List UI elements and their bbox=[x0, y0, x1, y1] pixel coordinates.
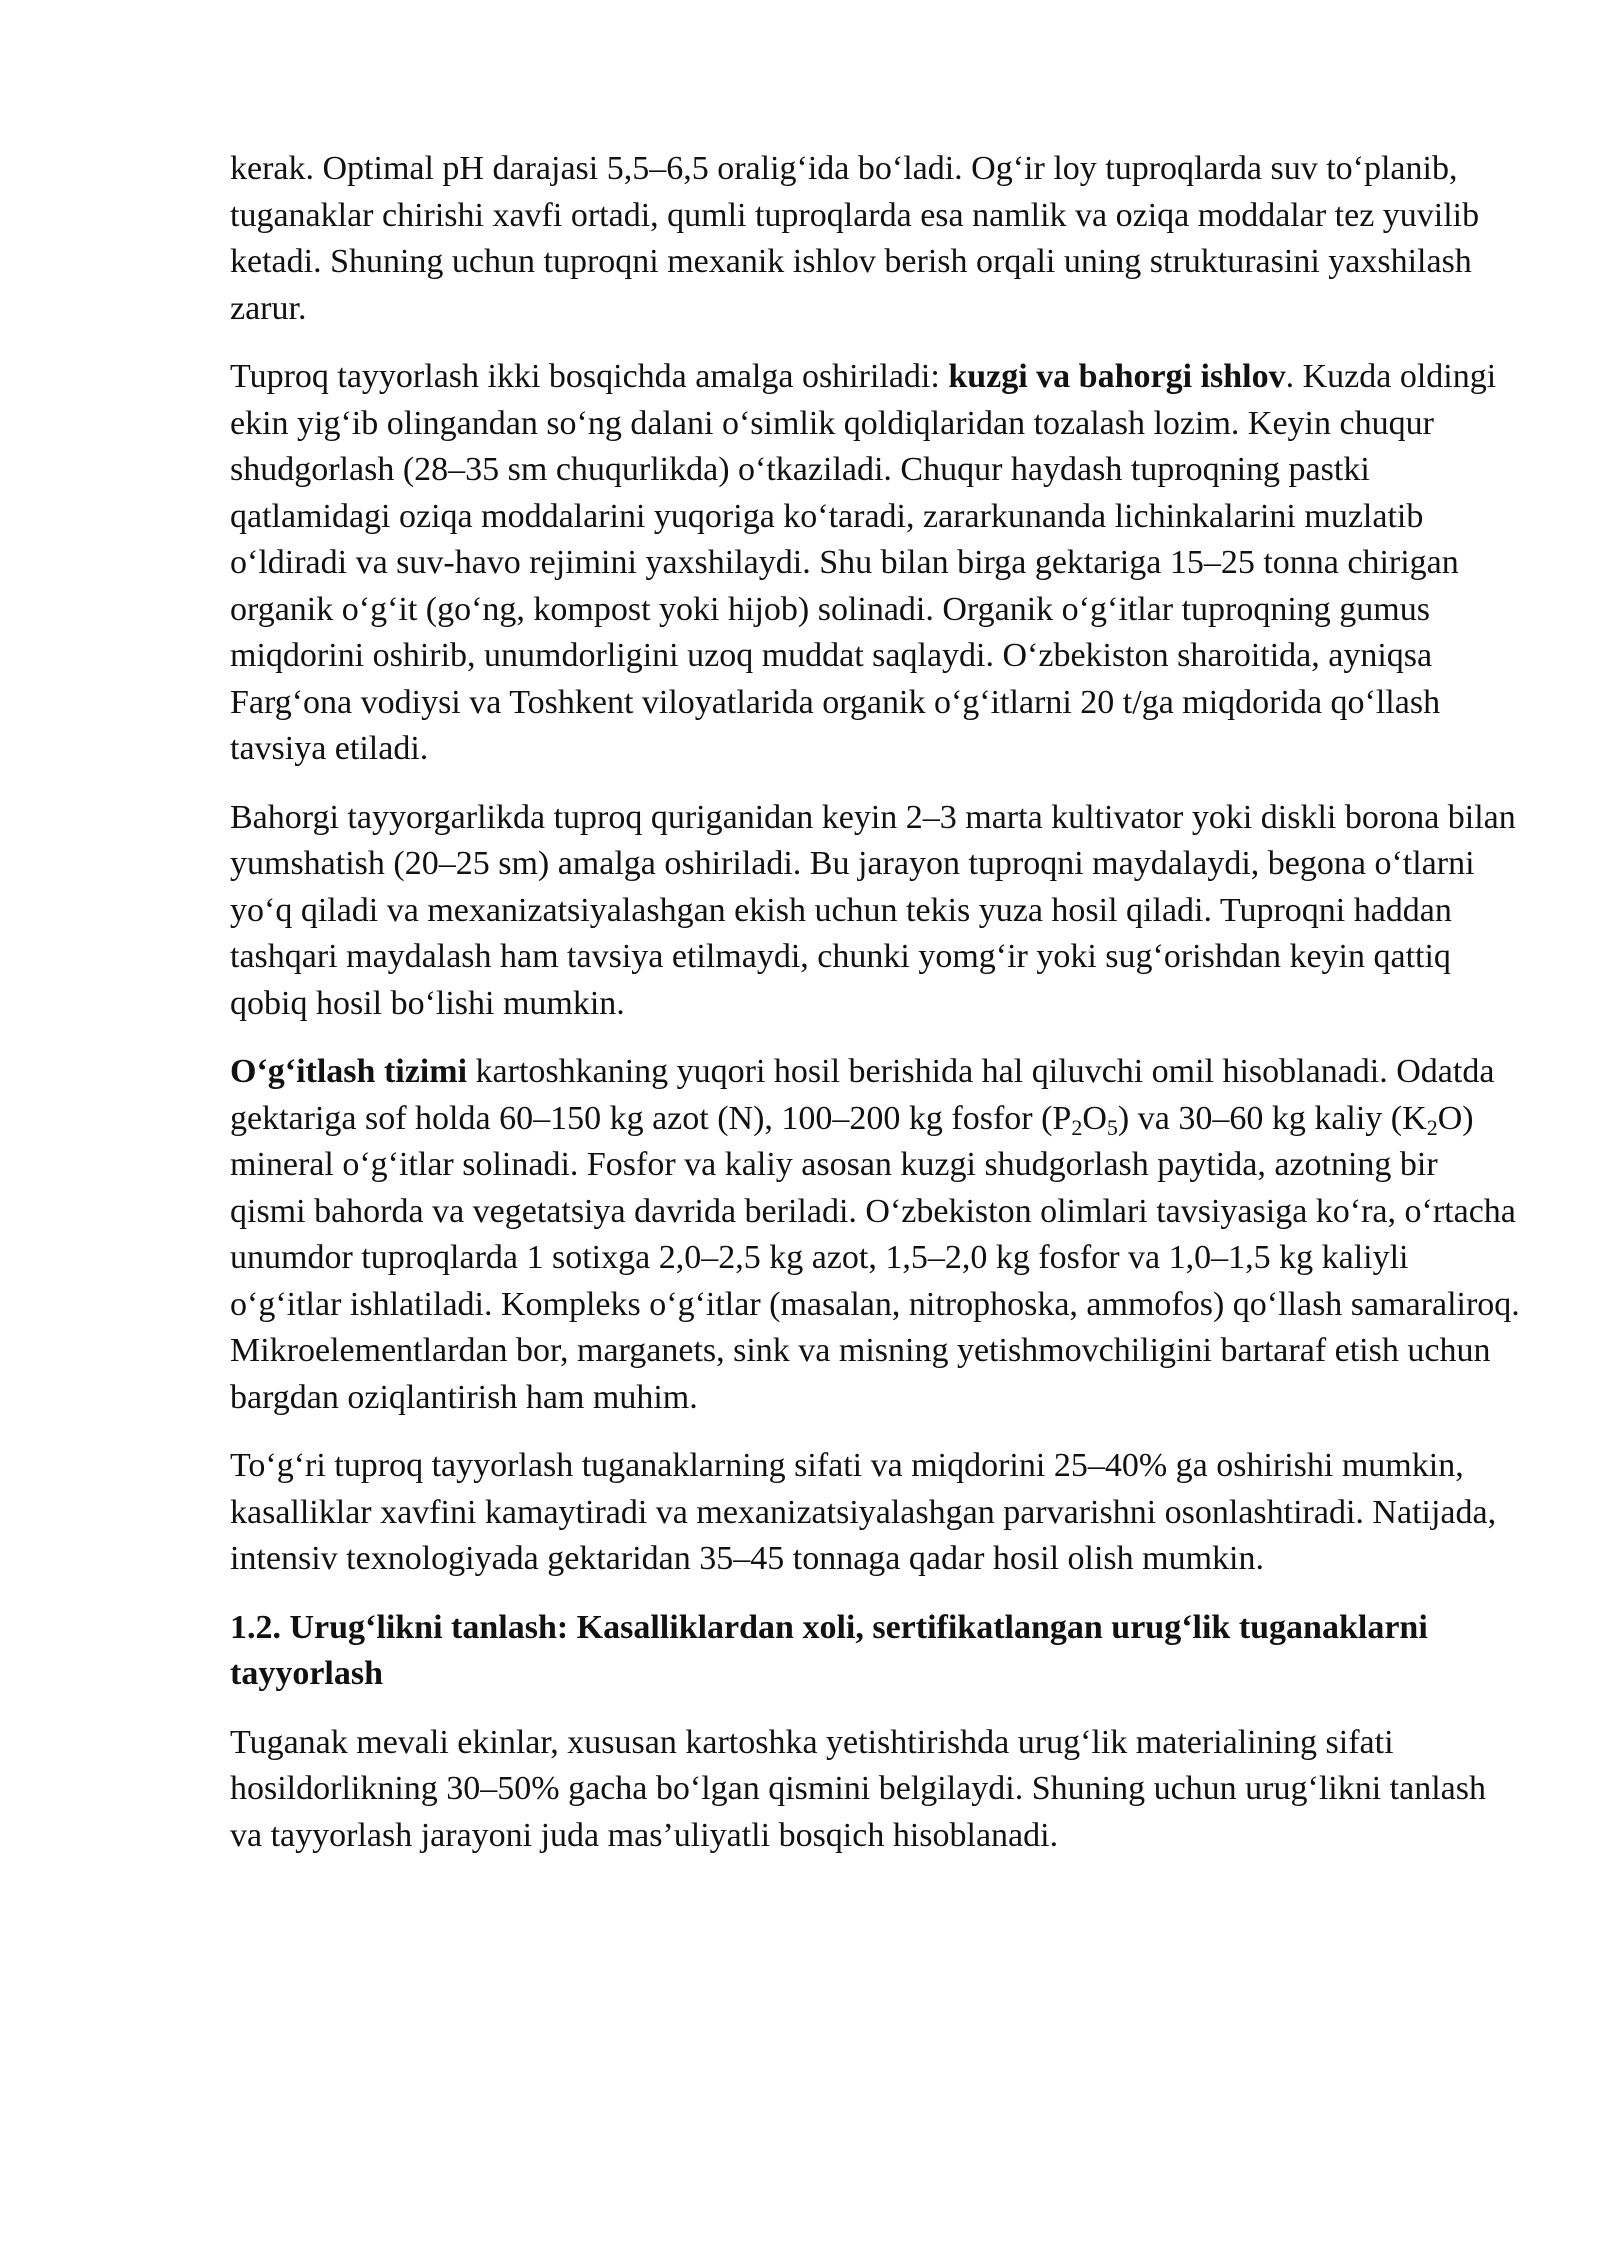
paragraph-soil-ph: kerak. Optimal pH darajasi 5,5–6,5 oralig‘ida bo‘ladi. Og‘ir loy tuproqlarda suv to‘planib, tuganaklar chirishi xavfi ortadi, qumli tuproqlarda esa namlik va oziqa moddalar tez yuvilib ketadi. Shuning uchun tuproqni mexanik ishlov berish orqali uning strukturasini yaxshilash zarur. bbox=[230, 150, 1480, 327]
paragraph-soil-preparation-intro: Tuproq tayyorlash ikki bosqichda amalga oshiriladi: bbox=[230, 358, 949, 395]
paragraph-soil-preparation bbox=[230, 354, 1520, 773]
subscript-k2: 2 bbox=[1426, 1114, 1438, 1140]
paragraph-fertilization-part-d: O) mineral o‘g‘itlar solinadi. Fosfor va kaliy asosan kuzgi shudgorlash paytida, azotning bir qismi bahorda va vegetatsiya davrida beriladi. O‘zbekiston olimlari tavsiyasiga ko‘ra, o‘rtacha unumdor tuproqlarda 1 sotixga 2,0–2,5 kg azot, 1,5–2,0 kg fosfor va 1,0–1,5 kg kaliyli o‘g‘itlar ishlatiladi. Kompleks o‘g‘itlar (masalan, nitrophoska, ammofos) qo‘llash samaraliroq. Mikroelementlardan bor, marganets, sink va misning yetishmovchiligini bartaraf etish uchun bargdan oziqlantirish ham muhim. bbox=[230, 1099, 1520, 1416]
paragraph-seed-selection: Tuganak mevali ekinlar, xususan kartoshka yetishtirishda urug‘lik materialining sifati hosildorlikning 30–50% gacha bo‘lgan qismini belgilaydi. Shuning uchun urug‘likni tanlash va tayyorlash jarayoni juda mas’uliyatli bosqich hisoblanadi. bbox=[230, 1723, 1486, 1854]
paragraph-soil-preparation-rest: . Kuzda oldingi ekin yig‘ib olingandan so‘ng dalani o‘simlik qoldiqlaridan tozalash lozim. Keyin chuqur shudgorlash (28–35 sm chuqurlikda) o‘tkaziladi. Chuqur haydash tuproqning pastki qatlamidagi oziqa moddalarini yuqoriga ko‘taradi, zararkunanda lichinkalarini muzlatib o‘ldiradi va suv-havo rejimini yaxshilaydi. Shu bilan birga gektariga 15–25 tonna chirigan organik o‘g‘it (go‘ng, kompost yoki hijob) solinadi. Organik o‘g‘itlar tuproqning gumus miqdorini oshirib, unumdorligini uzoq muddat saqlaydi. O‘zbekiston sharoitida, ayniqsa Farg‘ona vodiysi va Toshkent viloyatlarida organik o‘g‘itlarni 20 t/ga miqdorida qo‘llash tavsiya etiladi. bbox=[230, 358, 1497, 767]
paragraph-fertilization-part-b: O bbox=[1082, 1099, 1107, 1137]
paragraph-results: To‘g‘ri tuproq tayyorlash tuganaklarning sifati va miqdorini 25–40% ga oshirishi mumkin, kasalliklar xavfini kamaytiradi va mexanizatsiyalashgan parvarishni osonlashtiradi. Natijada, intensiv texnologiyada gektaridan 35–45 tonnaga qadar hosil olish mumkin. bbox=[230, 1447, 1497, 1577]
paragraph-fertilization-part-c: ) va 30–60 kg kaliy (K bbox=[1117, 1099, 1427, 1137]
document-page bbox=[230, 146, 1520, 1881]
paragraph-fertilization-part-a: kartoshkaning yuqori hosil berishida hal qiluvchi omil hisoblanadi. Odatda gektariga sof holda 60–150 kg azot (N), 100–200 kg fosfor (P bbox=[230, 1053, 1495, 1137]
paragraph-spring-preparation: Bahorgi tayyorgarlikda tuproq quriganidan keyin 2–3 marta kultivator yoki diskli borona bilan yumshatish (20–25 sm) amalga oshiriladi. Bu jarayon tuproqni maydalaydi, begona o‘tlarni yo‘q qiladi va mexanizatsiyalashgan ekish uchun tekis yuza hosil qiladi. Tuproqni haddan tashqari maydalash ham tavsiya etilmaydi, chunki yomg‘ir yoki sug‘orishdan keyin qattiq qobiq hosil bo‘lishi mumkin. bbox=[230, 798, 1516, 1022]
paragraph-fertilization-bold: O‘g‘itlash tizimi bbox=[230, 1053, 468, 1090]
section-heading: 1.2. Urug‘likni tanlash: Kasalliklardan xoli, sertifikatlangan urug‘lik tuganaklarni tayyorlash bbox=[230, 1608, 1428, 1692]
paragraph-fertilization bbox=[230, 1049, 1520, 1421]
subscript-p2: 2 bbox=[1071, 1114, 1083, 1140]
paragraph-soil-preparation-bold: kuzgi va bahorgi ishlov bbox=[948, 358, 1286, 395]
subscript-o5: 5 bbox=[1106, 1114, 1118, 1140]
